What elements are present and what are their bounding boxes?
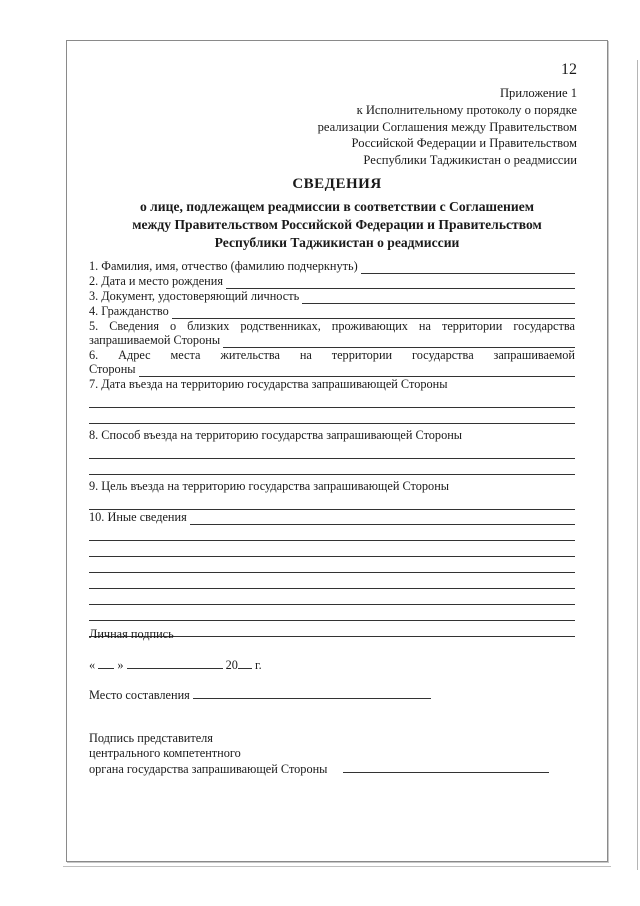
address-line[interactable] bbox=[139, 365, 575, 377]
id-document-line[interactable] bbox=[302, 292, 575, 304]
field-label: 10. Иные сведения bbox=[89, 510, 187, 524]
entry-date-line[interactable] bbox=[89, 408, 575, 424]
annex-line: реализации Соглашения между Правительством bbox=[317, 119, 577, 134]
field-label: 8. Способ въезда на территорию государства запрашивающей Стороны bbox=[89, 428, 463, 442]
annex-line: Приложение 1 bbox=[499, 86, 577, 100]
other-info-line[interactable] bbox=[89, 541, 575, 557]
annex-header bbox=[318, 85, 577, 169]
field-label: 6. Адрес места жительства на территории государства запрашиваемой bbox=[89, 348, 575, 362]
representative-label: органа государства запрашивающей Стороны bbox=[89, 762, 328, 776]
form-fields bbox=[89, 259, 575, 637]
field-entry-method bbox=[89, 428, 575, 443]
field-other-info bbox=[89, 510, 575, 525]
birth-line[interactable] bbox=[226, 277, 575, 289]
other-info-line[interactable] bbox=[89, 589, 575, 605]
place-line[interactable] bbox=[193, 687, 431, 699]
field-full-name bbox=[89, 259, 575, 274]
citizenship-line[interactable] bbox=[172, 307, 575, 319]
document-page bbox=[66, 40, 608, 862]
personal-signature bbox=[89, 627, 575, 642]
month-line[interactable] bbox=[127, 657, 223, 669]
relatives-line[interactable] bbox=[223, 336, 575, 348]
subtitle-line: Республики Таджикистан о реадмиссии bbox=[214, 235, 460, 250]
other-info-line[interactable] bbox=[89, 573, 575, 589]
entry-purpose-line[interactable] bbox=[89, 494, 575, 510]
other-info-line[interactable] bbox=[89, 605, 575, 621]
annex-line: Российской Федерации и Правительством bbox=[351, 136, 577, 151]
field-id-document bbox=[89, 289, 575, 304]
field-label: 4. Гражданство bbox=[89, 304, 169, 318]
field-address bbox=[89, 362, 575, 377]
date-open-quote: « bbox=[89, 658, 96, 672]
representative-signature bbox=[89, 731, 575, 777]
representative-label: центрального компетентного bbox=[89, 746, 241, 760]
page-edge bbox=[637, 60, 638, 870]
field-entry-purpose bbox=[89, 479, 575, 494]
subtitle-line: между Правительством Российской Федерации и Правительством bbox=[132, 217, 542, 232]
entry-date-line[interactable] bbox=[89, 392, 575, 408]
page-number: 12 bbox=[561, 61, 577, 78]
field-label: 9. Цель въезда на территорию государства запрашивающей Стороны bbox=[89, 479, 450, 493]
full-name-line[interactable] bbox=[361, 262, 575, 274]
place-row bbox=[89, 687, 575, 703]
year-line[interactable] bbox=[238, 657, 252, 669]
date-row bbox=[89, 657, 575, 673]
document-subtitle bbox=[77, 198, 597, 252]
other-info-line[interactable] bbox=[89, 525, 575, 541]
field-label: запрашиваемой Стороны bbox=[89, 333, 221, 347]
field-entry-date bbox=[89, 377, 575, 392]
field-relatives bbox=[89, 333, 575, 348]
year-prefix: 20 bbox=[225, 658, 238, 672]
field-label: 1. Фамилия, имя, отчество (фамилию подчеркнуть) bbox=[89, 259, 358, 273]
field-label: 7. Дата въезда на территорию государства запрашивающей Стороны bbox=[89, 377, 448, 391]
document-title: СВЕДЕНИЯ bbox=[292, 176, 382, 192]
representative-signature-line[interactable] bbox=[343, 761, 549, 773]
day-line[interactable] bbox=[98, 657, 114, 669]
field-birth bbox=[89, 274, 575, 289]
subtitle-line: о лице, подлежащем реадмиссии в соответствии с Соглашением bbox=[139, 199, 535, 214]
field-label: 5. Сведения о близких родственниках, проживающих на территории государства bbox=[89, 319, 575, 333]
field-label: 2. Дата и место рождения bbox=[89, 274, 223, 288]
entry-method-line[interactable] bbox=[89, 443, 575, 459]
annex-line: Республики Таджикистан о реадмиссии bbox=[363, 153, 577, 168]
representative-label: Подпись представителя bbox=[89, 731, 213, 745]
other-info-line[interactable] bbox=[190, 513, 575, 525]
year-suffix: г. bbox=[255, 658, 262, 672]
place-label: Место составления bbox=[89, 688, 190, 702]
field-label: 3. Документ, удостоверяющий личность bbox=[89, 289, 300, 303]
personal-signature-label: Личная подпись bbox=[89, 627, 174, 641]
date-close-quote: » bbox=[117, 658, 124, 672]
entry-method-line[interactable] bbox=[89, 459, 575, 475]
field-citizenship bbox=[89, 304, 575, 319]
field-label: Стороны bbox=[89, 362, 136, 376]
other-info-line[interactable] bbox=[89, 557, 575, 573]
annex-line: к Исполнительному протоколу о порядке bbox=[356, 102, 577, 117]
